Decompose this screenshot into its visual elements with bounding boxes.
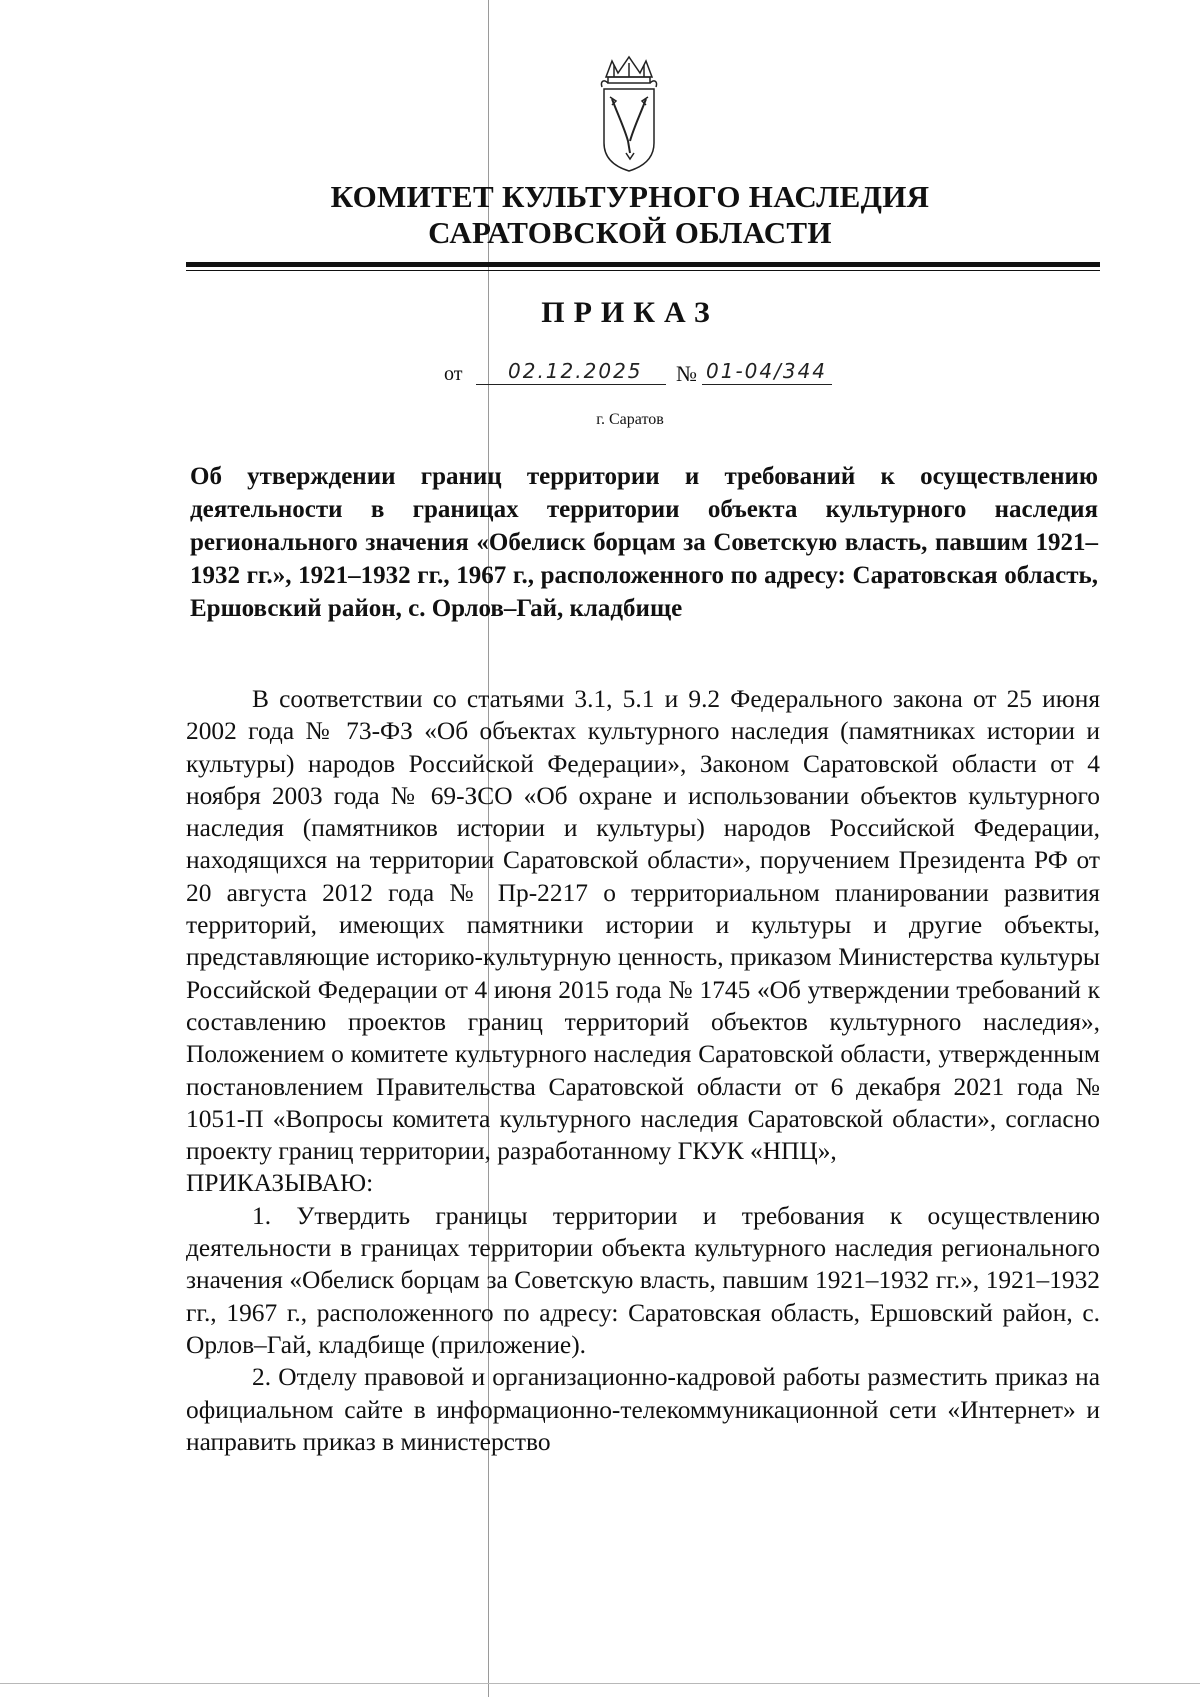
order-item-2: 2. Отделу правовой и организационно-кадровой работы разместить приказ на официальном сайте в информационно-телекоммуникационной сети «Интернет» и направить приказ в министерство — [186, 1363, 1100, 1456]
document-body — [186, 683, 1100, 1458]
header-rule-thin — [186, 270, 1100, 271]
number-underline — [702, 384, 832, 385]
date-prefix: от — [444, 363, 463, 385]
subject-heading: Об утверждении границ территории и требований к осуществлению деятельности в границах территории объекта культурного наследия регионального значения «Обелиск борцам за Советскую власть, павшим 1921–1932 гг.», 1921–1932 гг., 1967 г., расположенного по адресу: Саратовская область, Ершовский район, с. Орлов–Гай, кладбище — [190, 463, 1098, 622]
coat-of-arms-icon — [598, 55, 660, 175]
order-item-1: 1. Утвердить границы территории и требования к осуществлению деятельности в границах территории объекта культурного наследия регионального значения «Обелиск борцам за Советскую власть, павшим 1921–1932 гг.», 1921–1932 гг., 1967 г., расположенного по адресу: Саратовская область, Ершовский район, с. Орлов–Гай, кладбище (приложение). — [186, 1201, 1100, 1359]
date-number-row — [444, 355, 964, 389]
city-label: г. Саратов — [596, 411, 664, 428]
number-value: 01-04/344 — [706, 359, 828, 383]
scan-bottom-edge — [0, 1683, 1200, 1684]
org-name-line2: САРАТОВСКОЙ ОБЛАСТИ — [428, 215, 832, 250]
date-underline — [476, 384, 666, 385]
org-name-line1: КОМИТЕТ КУЛЬТУРНОГО НАСЛЕДИЯ — [330, 179, 930, 214]
doc-type-title: ПРИКАЗ — [541, 296, 719, 329]
header-rule-thick — [186, 262, 1100, 267]
order-word: ПРИКАЗЫВАЮ: — [186, 1169, 374, 1198]
preamble-paragraph: В соответствии со статьями 3.1, 5.1 и 9.2 Федерального закона от 25 июня 2002 года № 73-ФЗ «Об объектах культурного наследия (памятниках истории и культуры) народов Российской Федерации», Законом Саратовской области от 4 ноября 2003 года № 69-ЗСО «Об охране и использовании объектов культурного наследия (памятников истории и культуры) народов Российской Федерации, находящихся на территории Саратовской области», поручением Президента РФ от 20 августа 2012 года № Пр-2217 о территориальном планировании развития территорий, имеющих памятники истории и культуры и другие объекты, представляющие историко-культурную ценность, приказом Министерства культуры Российской Федерации от 4 июня 2015 года № 1745 «Об утверждении требований к составлению проектов границ территорий объектов культурного наследия», Положением о комитете культурного наследия Саратовской области, утвержденным постановлением Правительства Саратовской области от 6 декабря 2021 года № 1051-П «Вопросы комитета культурного наследия Саратовской области», согласно проекту границ территории, разработанному ГКУК «НПЦ», — [186, 685, 1100, 1166]
date-value: 02.12.2025 — [508, 359, 643, 383]
number-prefix: № — [676, 361, 697, 386]
